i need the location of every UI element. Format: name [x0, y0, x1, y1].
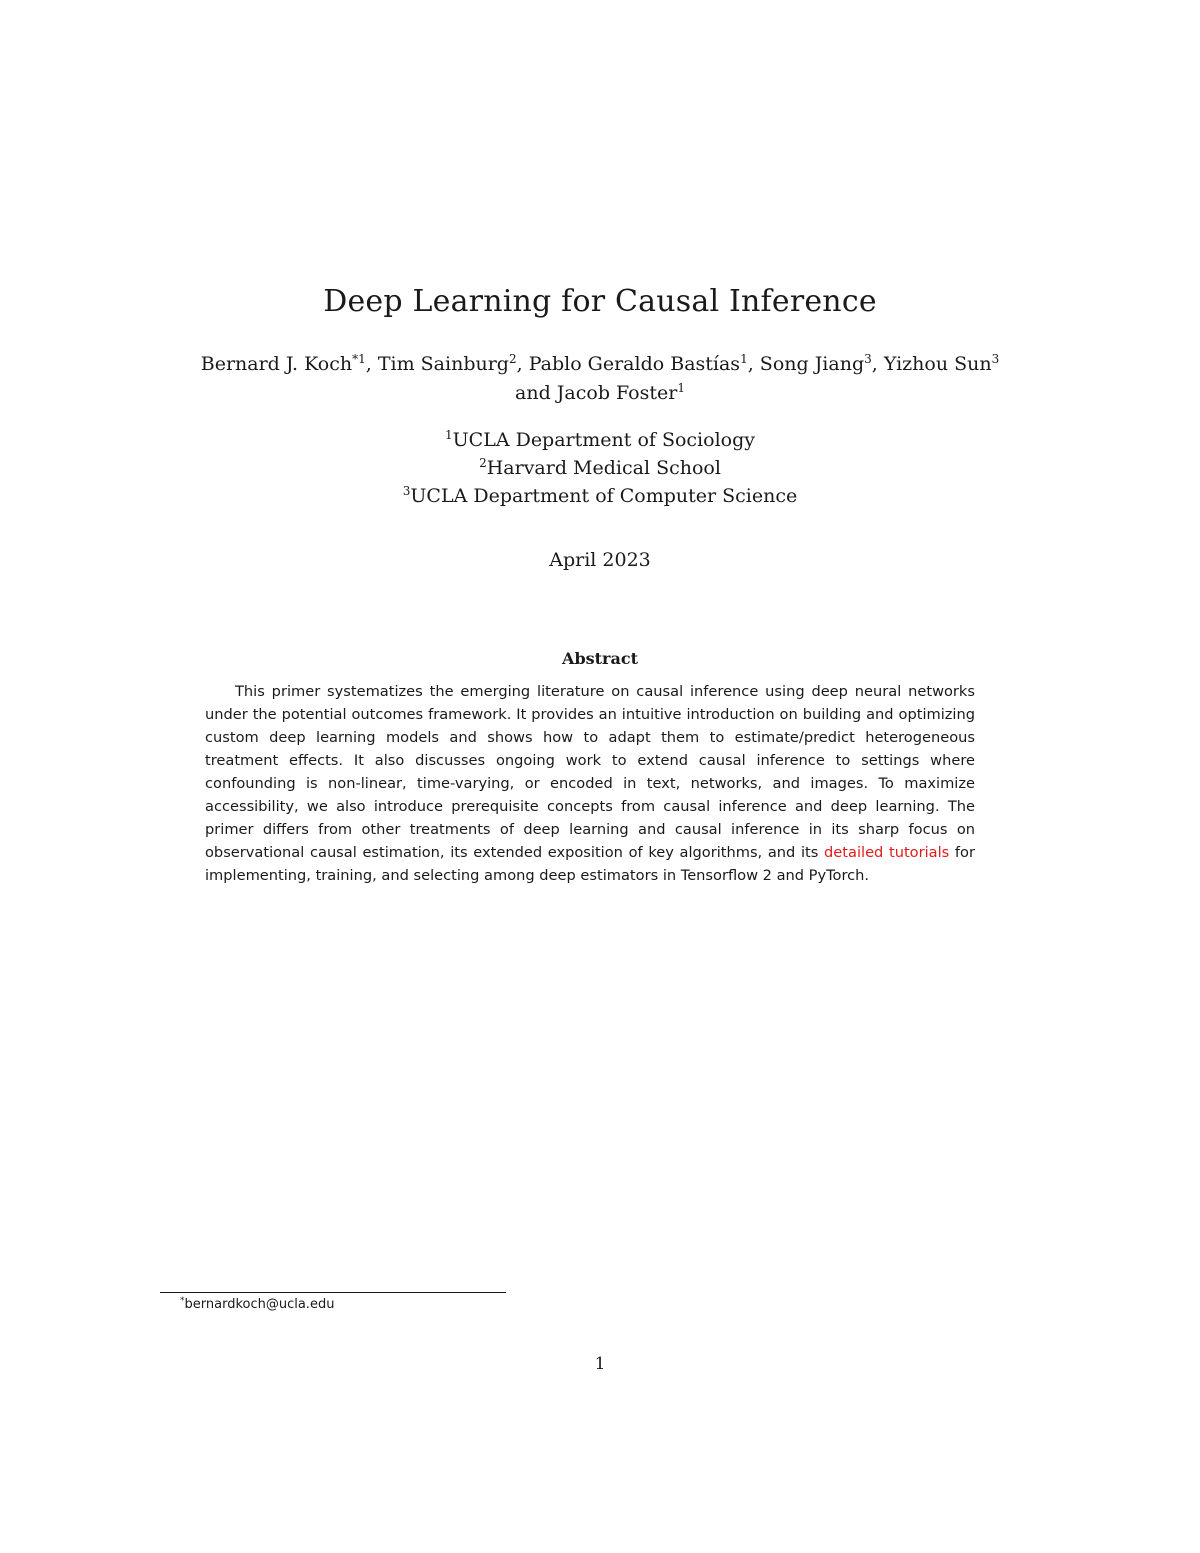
author-affiliation-mark: *1	[352, 352, 366, 366]
author-affiliation-mark: 3	[864, 352, 872, 366]
footnote-email: bernardkoch@ucla.edu	[184, 1297, 335, 1312]
affiliation-name: UCLA Department of Computer Science	[410, 485, 798, 507]
abstract-heading: Abstract	[562, 649, 638, 668]
author-name: Song Jiang	[759, 353, 865, 375]
affiliation-list	[0, 426, 1200, 510]
author-affiliation-mark: 1	[677, 381, 685, 395]
footnote-mark: *	[180, 1296, 185, 1306]
author-separator: ,	[871, 353, 884, 375]
author-name: Pablo Geraldo Bastías	[528, 353, 741, 375]
paper-title: Deep Learning for Causal Inference	[323, 284, 877, 319]
affiliation-mark: 3	[402, 484, 411, 498]
affiliation	[0, 454, 1200, 482]
author-separator: ,	[365, 353, 378, 375]
author-name: Jacob Foster	[556, 382, 678, 404]
author-conjunction: and	[515, 382, 551, 404]
affiliation-name: Harvard Medical School	[486, 457, 721, 479]
author-name: Bernard J. Koch	[200, 353, 353, 375]
footnote-divider	[160, 1292, 506, 1293]
tutorials-link[interactable]: detailed tutorials	[824, 844, 950, 861]
author-list	[0, 350, 1200, 408]
author-line-2	[0, 379, 1200, 408]
author-affiliation-mark: 3	[991, 352, 1000, 366]
affiliation-mark: 1	[445, 428, 453, 442]
affiliation	[0, 426, 1200, 454]
author-name: Yizhou Sun	[883, 353, 992, 375]
abstract-text: This primer systematizes the emerging literature on causal inference using deep neural networks under the potential outcomes framework. It provides an intuitive introduction on building and optimizing custom deep learning models and shows how to adapt them to estimate/predict heterogeneous treatment effects. It also discusses ongoing work to extend causal inference to settings where confounding is non-linear, time-varying, or encoded in text, networks, and images. To maximize accessibility, we also introduce prerequisite concepts from causal inference and deep learning. The primer differs from other treatments of deep learning and causal inference in its sharp focus on observational causal estimation, its extended exposition of key algorithms, and its	[205, 683, 975, 861]
author-name: Tim Sainburg	[377, 353, 509, 375]
author-separator: ,	[747, 353, 760, 375]
publication-date: April 2023	[549, 549, 651, 571]
author-line-1	[0, 350, 1200, 379]
author-separator: ,	[516, 353, 529, 375]
author-affiliation-mark: 1	[740, 352, 748, 366]
abstract-text: for implementing, training, and selecting among deep estimators in Tensorflow 2 and PyTorch.	[205, 844, 975, 884]
page-number: 1	[594, 1354, 606, 1374]
affiliation-mark: 2	[479, 456, 487, 470]
affiliation	[0, 482, 1200, 510]
author-affiliation-mark: 2	[508, 352, 517, 366]
abstract-body	[205, 680, 975, 887]
footnote	[180, 1297, 334, 1312]
affiliation-name: UCLA Department of Sociology	[452, 429, 755, 451]
